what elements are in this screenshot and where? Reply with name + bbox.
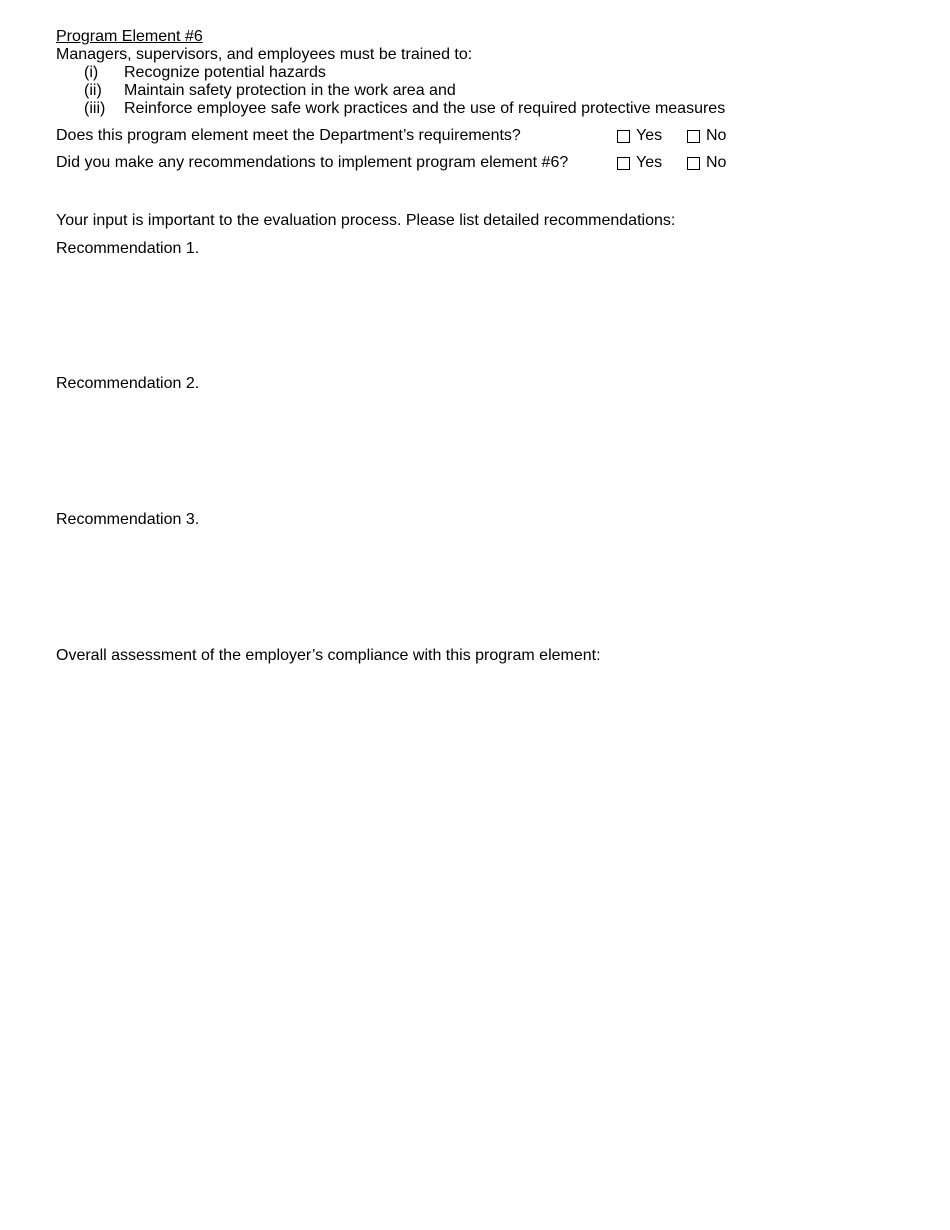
question-recommendations: Did you make any recommendations to implement program element #6? (56, 154, 569, 171)
section-intro: Managers, supervisors, and employees must be trained to: (56, 46, 473, 63)
list-item-numeral: (iii) (84, 100, 106, 117)
input-prompt: Your input is important to the evaluation process. Please list detailed recommendations: (56, 212, 676, 229)
recommendation-3-label: Recommendation 3. (56, 511, 200, 528)
recommendation-1-label: Recommendation 1. (56, 240, 200, 257)
list-item (84, 82, 456, 100)
recommendation-2-label: Recommendation 2. (56, 375, 200, 392)
no-label: No (706, 127, 727, 144)
overall-assessment-label: Overall assessment of the employer’s compliance with this program element: (56, 647, 601, 664)
no-checkbox[interactable] (687, 130, 700, 143)
list-item (84, 64, 326, 82)
question-recommendations-no-option[interactable] (687, 154, 726, 172)
yes-checkbox[interactable] (617, 157, 630, 170)
list-item-text: Reinforce employee safe work practices and the use of required protective measures (124, 100, 726, 117)
list-item-numeral: (ii) (84, 82, 102, 99)
question-requirements-no-option[interactable] (687, 127, 726, 145)
list-item-text: Recognize potential hazards (124, 64, 326, 81)
no-checkbox[interactable] (687, 157, 700, 170)
no-label: No (706, 154, 727, 171)
yes-label: Yes (636, 127, 663, 144)
yes-checkbox[interactable] (617, 130, 630, 143)
list-item-text: Maintain safety protection in the work area and (124, 82, 456, 99)
list-item-numeral: (i) (84, 64, 99, 81)
section-title: Program Element #6 (56, 28, 203, 45)
question-requirements-yes-option[interactable] (617, 127, 662, 145)
yes-label: Yes (636, 154, 663, 171)
list-item (84, 100, 725, 118)
question-recommendations-yes-option[interactable] (617, 154, 662, 172)
question-requirements: Does this program element meet the Department’s requirements? (56, 127, 521, 144)
